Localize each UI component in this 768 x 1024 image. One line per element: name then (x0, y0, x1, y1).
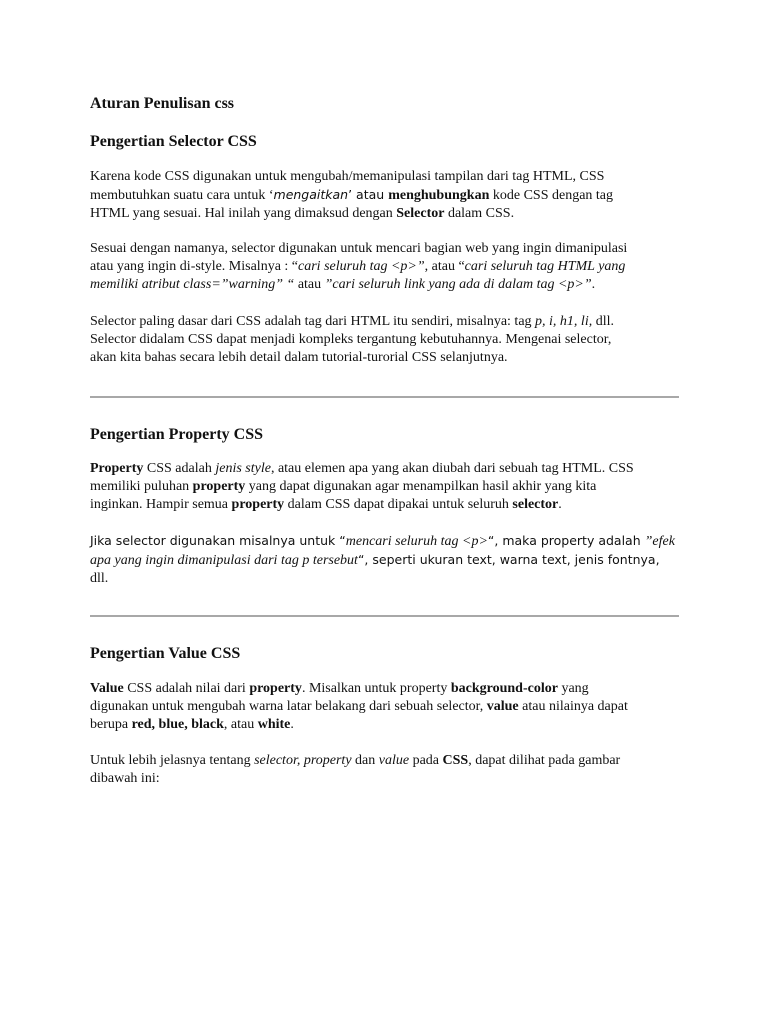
paragraph-value-intro (90, 680, 680, 734)
text-run-italic: cari seluruh tag <p>” (298, 259, 425, 274)
text-run-bold: menghubungkan (388, 188, 490, 203)
text-run-bold: CSS (442, 753, 469, 768)
text-run-italic: p, i, h1, li, (535, 314, 593, 329)
paragraph-property-example (90, 532, 680, 588)
text-run: inginkan. Hampir semua (90, 497, 232, 512)
text-run: yang (557, 681, 589, 696)
text-run: dibawah ini: (90, 771, 160, 786)
text-run: atau yang ingin di-style. Misalnya : “ (90, 259, 299, 274)
text-run-bold: Value (90, 681, 124, 696)
paragraph-selector-examples (90, 240, 680, 294)
text-run: kode CSS dengan tag (489, 188, 614, 203)
text-run-italic: ”efek (644, 534, 675, 549)
text-run-bold: property (249, 681, 302, 696)
text-run: “, maka property adalah (487, 533, 645, 548)
section-heading-selector: Pengertian Selector CSS (90, 133, 257, 150)
text-run-italic: mencari seluruh tag <p> (345, 534, 488, 549)
text-run: yang dapat digunakan agar menampilkan hasil akhir yang kita (245, 479, 597, 494)
text-run: ’ atau (348, 187, 389, 202)
text-run: Selector didalam CSS dapat menjadi kompleks tergantung kebutuhannya. Mengenai selector, (90, 332, 612, 347)
text-run: . (591, 277, 596, 292)
text-run-italic: memiliki atribut class=”warning” “ (90, 277, 295, 292)
paragraph-property-intro (90, 460, 680, 514)
text-run-italic: cari seluruh tag HTML yang (464, 259, 626, 274)
text-run: CSS adalah nilai dari (123, 681, 250, 696)
text-run: memiliki puluhan (90, 479, 193, 494)
text-run: Sesuai dengan namanya, selector digunakan untuk mencari bagian web yang ingin dimanipulasi (90, 241, 628, 256)
text-run: dan (351, 753, 379, 768)
text-run: Untuk lebih jelasnya tentang (90, 753, 255, 768)
text-run-bold: property (231, 497, 285, 512)
paragraph-selector-intro (90, 168, 680, 223)
text-run-italic: mengaitkan (273, 187, 349, 202)
text-run: berupa (90, 717, 132, 732)
text-run: akan kita bahas secara lebih detail dalam tutorial-turorial CSS selanjutnya. (90, 350, 508, 365)
text-run: Selector paling dasar dari CSS adalah tag dari HTML itu sendiri, misalnya: tag (90, 314, 536, 329)
text-run-bold: Property (90, 461, 144, 476)
text-run-bold: red, blue, black (131, 717, 224, 732)
document-title: Aturan Penulisan css (90, 95, 235, 112)
text-run: . Misalkan untuk property (301, 681, 451, 696)
text-run-italic: ”cari seluruh link yang ada di dalam tag <p>” (324, 277, 592, 292)
text-run: , atau (223, 717, 258, 732)
text-run-bold: Selector (396, 206, 445, 221)
text-run: , atau “ (424, 259, 465, 274)
text-run: “, seperti ukuran text, warna text, jenis fontnya, (357, 552, 660, 567)
text-run-italic: value (378, 753, 410, 768)
text-run: CSS adalah (143, 461, 216, 476)
text-run-italic: selector, property (254, 753, 352, 768)
text-run: HTML yang sesuai. Hal inilah yang dimaksud dengan (90, 206, 397, 221)
horizontal-divider (90, 396, 679, 398)
text-run-bold: white (257, 717, 291, 732)
text-run: Karena kode CSS digunakan untuk mengubah/memanipulasi tampilan dari tag HTML, CSS (90, 169, 605, 184)
text-run: . (558, 497, 562, 512)
text-run-bold: background-color (450, 681, 558, 696)
section-heading-value: Pengertian Value CSS (90, 645, 241, 662)
text-run-bold: value (486, 699, 519, 714)
text-run: atau (294, 277, 325, 292)
paragraph-selector-basic (90, 313, 680, 367)
text-run: dalam CSS dapat dipakai untuk seluruh (284, 497, 513, 512)
text-run: pada (409, 753, 443, 768)
text-run: atau nilainya dapat (518, 699, 628, 714)
text-run-bold: property (192, 479, 246, 494)
text-run: membutuhkan suatu cara untuk ‘ (90, 188, 274, 203)
text-run: dll. (592, 314, 614, 329)
text-run: digunakan untuk mengubah warna latar belakang dari sebuah selector, (90, 699, 487, 714)
paragraph-value-summary (90, 752, 680, 788)
text-run: dalam CSS. (444, 206, 515, 221)
text-run-bold: selector (512, 497, 559, 512)
horizontal-divider (90, 615, 679, 617)
text-run-italic: apa yang ingin dimanipulasi dari tag p tersebut (90, 553, 358, 568)
section-heading-property: Pengertian Property CSS (90, 426, 264, 443)
text-run: , dapat dilihat pada gambar (468, 753, 621, 768)
text-run: . (290, 717, 294, 732)
text-run: dll. (90, 571, 109, 586)
text-run-italic: jenis style (215, 461, 271, 476)
text-run: , atau elemen apa yang akan diubah dari sebuah tag HTML. CSS (270, 461, 634, 476)
text-run: Jika selector digunakan misalnya untuk “ (90, 533, 346, 548)
